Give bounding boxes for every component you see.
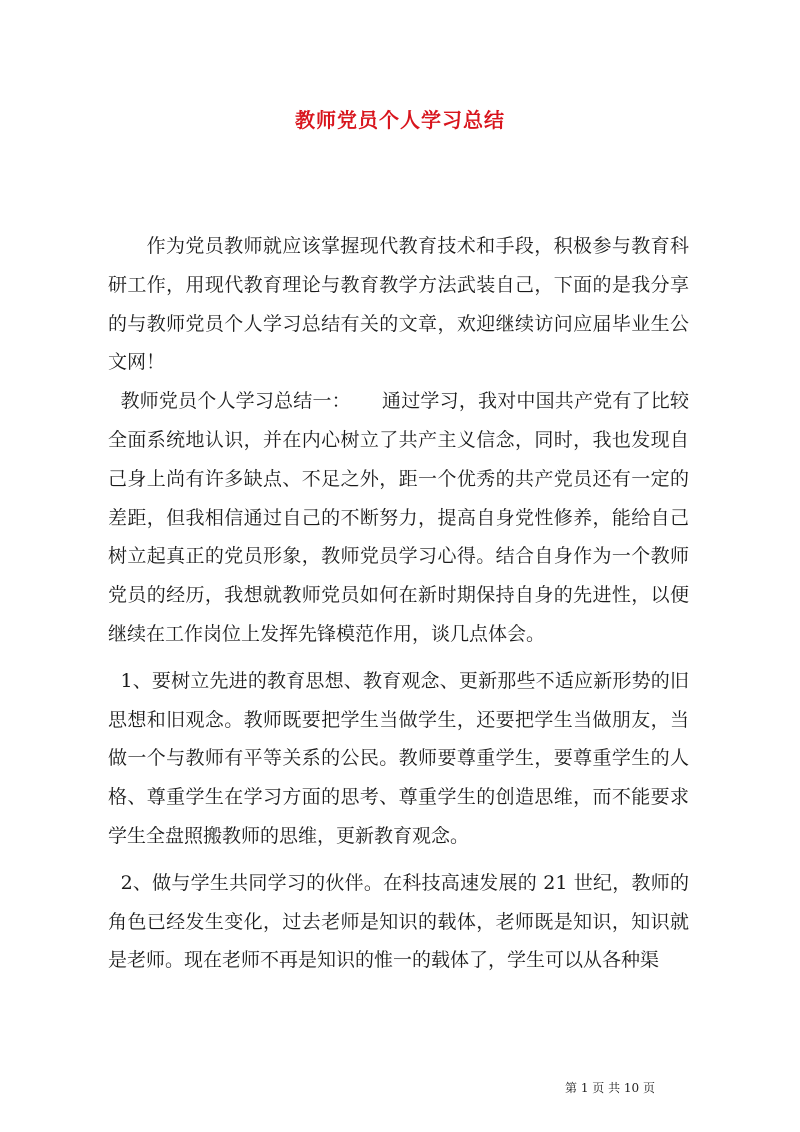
paragraph-intro: 作为党员教师就应该掌握现代教育技术和手段，积极参与教育科研工作，用现代教育理论与教育教学方法武装自己，下面的是我分享的与教师党员个人学习总结有关的文章，欢迎继续访问应届毕业生公文网！ — [108, 235, 689, 374]
page-number-footer: 第 1 页 共 10 页 — [565, 1081, 655, 1095]
paragraph-point-two: 2、做与学生共同学习的伙伴。在科技高速发展的 21 世纪，教师的角色已经发生变化，过去老师是知识的载体，老师既是知识，知识就是老师。现在老师不再是知识的惟一的载体了，学生可以从各种渠 — [108, 871, 689, 972]
paragraph-point-one: 1、要树立先进的教育思想、教育观念、更新那些不适应新形势的旧思想和旧观念。教师既要把学生当做学生，还要把学生当做朋友，当做一个与教师有平等关系的公民。教师要尊重学生，要尊重学生的人格、尊重学生在学习方面的思考、尊重学生的创造思维，而不能要求学生全盘照搬教师的思维，更新教育观念。 — [108, 669, 689, 847]
document-title: 教师党员个人学习总结 — [295, 108, 505, 132]
paragraph-summary-one: 教师党员个人学习总结一： 通过学习，我对中国共产党有了比较全面系统地认识，并在内心树立了共产主义信念，同时，我也发现自己身上尚有许多缺点、不足之外，距一个优秀的共产党员还有一定的差距，但我相信通过自己的不断努力，提高自身党性修养，能给自己树立起真正的党员形象，教师党员学习心得。结合自身作为一个教师党员的经历，我想就教师党员如何在新时期保持自身的先进性，以便继续在工作岗位上发挥先锋模范作用，谈几点体会。 — [108, 390, 689, 645]
document-body — [108, 227, 689, 980]
